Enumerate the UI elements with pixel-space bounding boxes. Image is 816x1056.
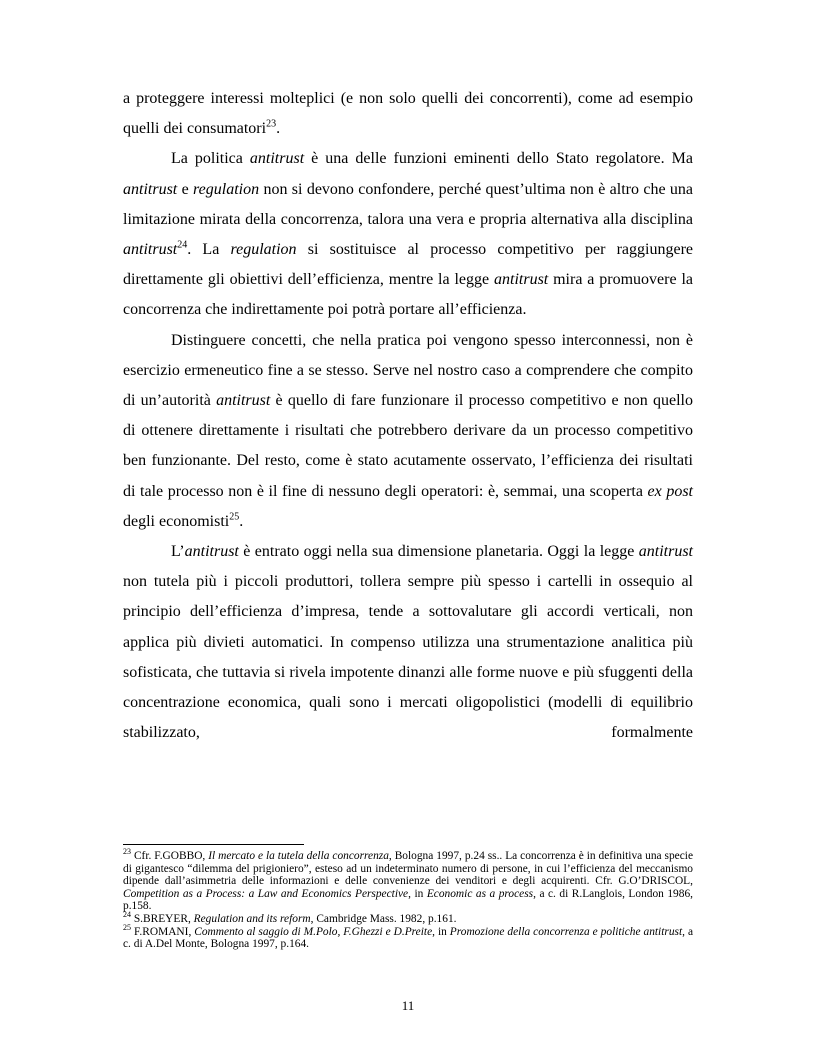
body-text <box>123 84 693 748</box>
italic-term: Competition as a Process: a Law and Economics Perspective <box>123 887 409 900</box>
italic-term: Economic as a process <box>426 887 534 900</box>
text-run: Distinguere concetti, che nella pratica poi vengono spesso interconnessi, non è esercizio ermeneutico fine a se stesso. Serve nel nostro caso a comprendere che compito di un’autorità <box>123 331 693 410</box>
text-run: è quello di fare funzionare il processo competitivo e non quello di ottenere direttamente i risultati che potrebbero derivare da un processo competitivo ben funzionante. Del resto, come è stato acutamente osservato, l’efficienza dei risultati di tale processo non è il fine di nessuno degli operatori: è, semmai, una scoperta <box>123 392 694 500</box>
text-run: F.ROMANI, <box>131 925 195 938</box>
text-run: , in <box>432 925 450 938</box>
text-run: , a c. di A.Del Monte, Bologna 1997, p.164. <box>123 925 694 951</box>
footnote-ref: 24 <box>177 239 188 251</box>
text-run: . La <box>187 241 231 259</box>
text-run: è entrato oggi nella sua dimensione planetaria. Oggi la legge <box>238 543 639 561</box>
text-run: si sostituisce al processo competitivo per raggiungere direttamente gli obiettivi dell’efficienza, mentre la legge <box>123 241 693 289</box>
footnote-ref: 23 <box>266 118 277 130</box>
footnote-ref: 25 <box>123 922 131 932</box>
text-run: a proteggere interessi molteplici (e non solo quelli dei concorrenti), come ad esempio quelli dei consumatori <box>123 90 693 138</box>
footnote-ref: 23 <box>123 847 131 857</box>
footnote-24 <box>123 910 693 926</box>
italic-term: regulation <box>230 241 297 259</box>
italic-term: Commento al saggio di M.Polo, F.Ghezzi e D.Preite <box>194 925 433 938</box>
paragraph-3 <box>123 326 693 537</box>
footnote-ref: 25 <box>229 511 240 523</box>
italic-term: antitrust <box>184 543 239 561</box>
footnotes <box>123 847 694 951</box>
text-run: L’ <box>171 543 185 561</box>
text-run: , Bologna 1997, p.24 ss.. La concorrenza è in definitiva una specie di gigantesco “dilemma del prigioniero”, esteso ad un indeterminato numero di persone, in cui l’efficienza del meccanismo dipende dall’asimmetria delle informazioni e delle convenienze dei venditori e degli acquirenti. Cfr. G.O’DRISCOL, <box>123 850 694 888</box>
italic-term: Promozione della concorrenza e politiche antitrust <box>449 925 683 938</box>
footnote-23 <box>123 847 694 913</box>
text-run: e <box>177 180 194 198</box>
text-run: , in <box>408 887 427 900</box>
text-run: S.BREYER, <box>131 912 194 925</box>
footnote-ref: 24 <box>123 910 131 920</box>
page-number: 11 <box>401 998 415 1013</box>
text-run: , Cambridge Mass. 1982, p.161. <box>310 912 457 925</box>
text-run: mira a promuovere la concorrenza che indirettamente poi potrà portare all’efficienza. <box>123 271 693 319</box>
footnote-25 <box>123 922 694 951</box>
italic-term: antitrust <box>123 241 178 259</box>
italic-term: antitrust <box>123 180 178 198</box>
text-run: , a c. di R.Langlois, London 1986, p.158. <box>123 887 693 913</box>
text-run: degli economisti <box>123 512 230 530</box>
text-run: . <box>276 120 281 138</box>
italic-term: antitrust <box>249 150 305 168</box>
page-body <box>123 84 693 748</box>
text-run: Cfr. F.GOBBO, <box>131 850 209 862</box>
text-run: non si devono confondere, perché quest’ultima non è altro che una limitazione mirata della concorrenza, talora una vera e propria alternativa alla disciplina <box>123 180 693 228</box>
italic-term: antitrust <box>638 543 693 561</box>
text-run: La politica <box>171 150 250 168</box>
paragraph-1 <box>123 84 693 144</box>
footnote-separator <box>123 844 304 845</box>
italic-term: Il mercato e la tutela della concorrenza <box>208 850 389 862</box>
paragraph-2 <box>123 144 693 325</box>
italic-term: ex post <box>647 482 694 500</box>
italic-term: antitrust <box>216 392 271 410</box>
text-run: non tutela più i piccoli produttori, tollera sempre più spesso i cartelli in ossequio al principio dell’efficienza d’impresa, tende a sottovalutare gli accordi verticali, non applica più divieti automatici. In compenso utilizza una strumentazione analitica più sofisticata, che tuttavia si rivela impotente dinanzi alle forme nuove e più sfuggenti della concentrazione economica, quali sono i mercati oligopolistici (modelli di equilibrio stabilizzato, formalmente <box>123 573 693 742</box>
italic-term: Regulation and its reform <box>193 912 311 925</box>
italic-term: antitrust <box>494 271 549 289</box>
text-run: . <box>239 512 244 530</box>
paragraph-4 <box>123 537 693 748</box>
text-run: è una delle funzioni eminenti dello Stato regolatore. Ma <box>304 150 693 168</box>
italic-term: regulation <box>193 180 260 198</box>
